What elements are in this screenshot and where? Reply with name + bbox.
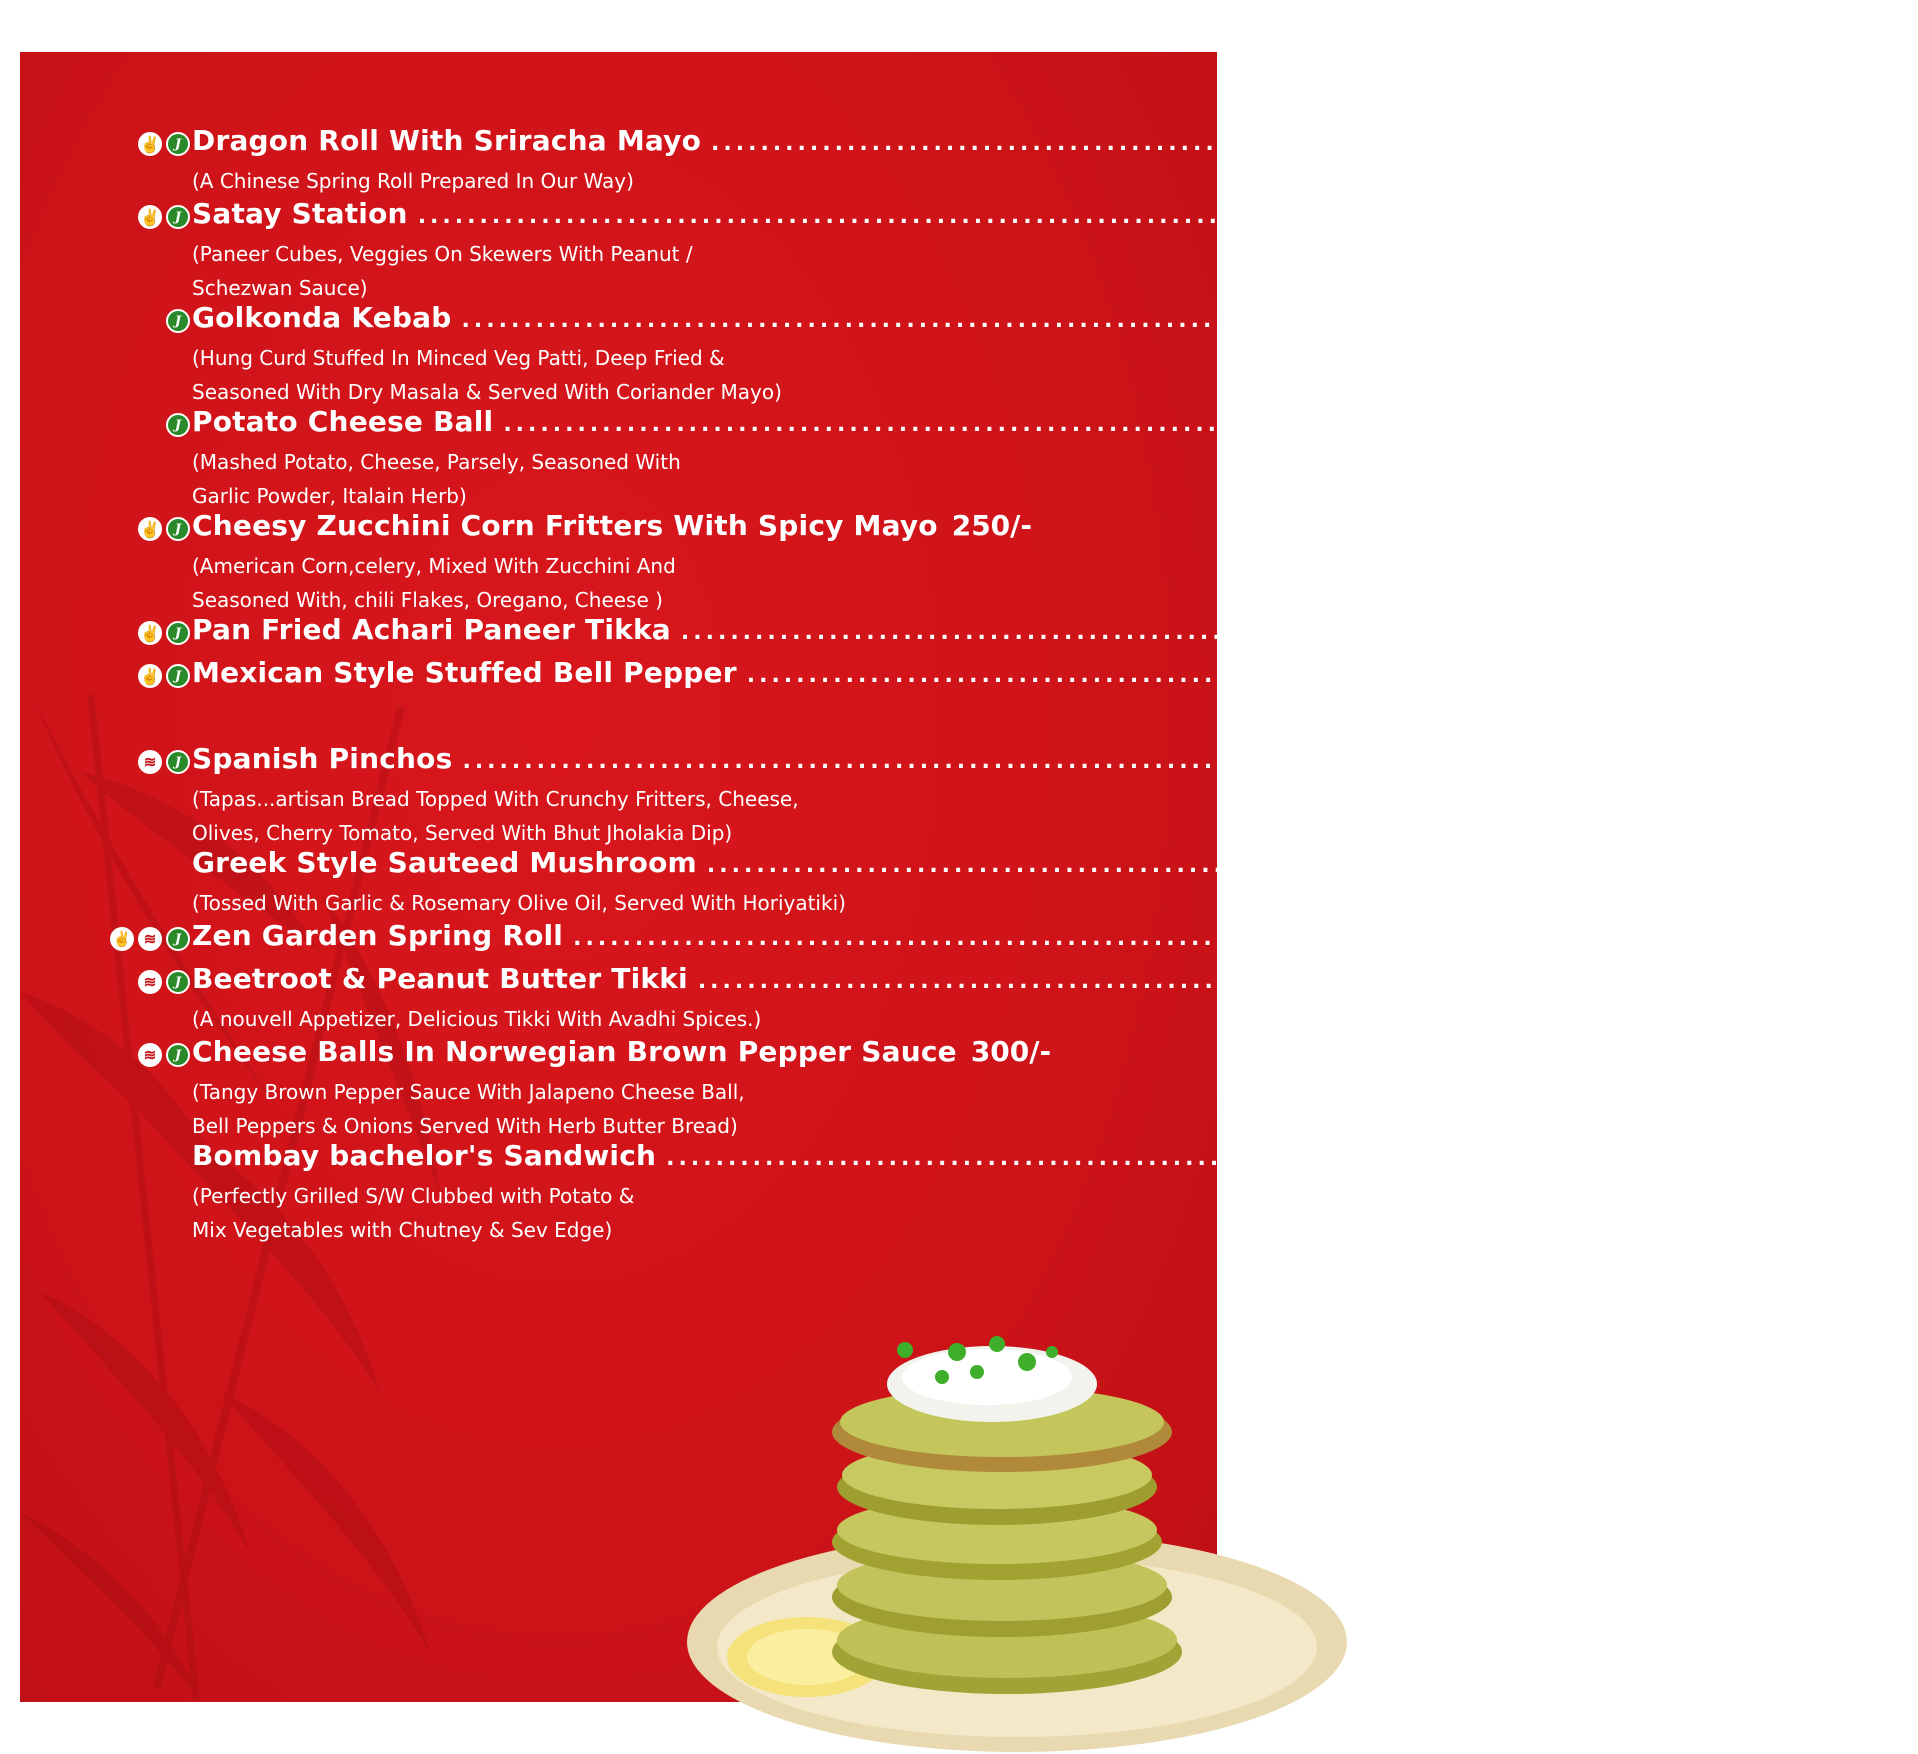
- item-price: 210/-: [1594, 405, 1676, 438]
- diet-icons: [110, 927, 190, 951]
- dot-leader: ........................................................................................: [666, 1146, 1754, 1171]
- jain-icon: J: [166, 132, 190, 156]
- item-description: Seasoned With, chili Flakes, Oregano, Cheese ): [192, 588, 663, 612]
- spicy-icon: ✌: [138, 132, 162, 156]
- item-name: Greek Style Sauteed Mushroom: [192, 846, 697, 879]
- item-description: Garlic Powder, Italain Herb): [192, 484, 467, 508]
- item-name: Bombay bachelor's Sandwich: [192, 1139, 657, 1172]
- diet-icons: [138, 970, 190, 994]
- item-name: Satay Station: [192, 197, 408, 230]
- menu-item: [140, 509, 1033, 617]
- item-name: Potato Cheese Ball: [192, 405, 494, 438]
- item-price: 300/-: [1798, 846, 1879, 879]
- item-name: Cheese Balls In Norwegian Brown Pepper Sauce: [192, 1035, 957, 1068]
- menu-item: [140, 124, 1883, 198]
- item-price: 200/-: [1664, 919, 1745, 952]
- menu-item: [140, 197, 1590, 305]
- item-description: Schezwan Sauce): [192, 276, 368, 300]
- item-name: Dragon Roll With Sriracha Mayo: [192, 124, 702, 157]
- menu-item: [143, 742, 1635, 850]
- diet-icons: [138, 1043, 190, 1067]
- item-description: (American Corn,celery, Mixed With Zucchini And: [192, 554, 676, 578]
- menu-item: [192, 846, 1879, 920]
- item-description: (A nouvell Appetizer, Delicious Tikki With Avadhi Spices.): [192, 1007, 762, 1031]
- spicy-icon: ✌: [110, 927, 134, 951]
- dot-leader: ........................................................................................: [503, 412, 1591, 437]
- diet-icons: [138, 517, 190, 541]
- item-description: Seasoned With Dry Masala & Served With Coriander Mayo): [192, 380, 782, 404]
- item-name: Spanish Pinchos: [192, 742, 453, 775]
- jain-icon: J: [166, 664, 190, 688]
- item-price: 290/-: [1772, 613, 1853, 646]
- menu-panel: [20, 52, 1918, 1702]
- jain-icon: J: [166, 309, 190, 333]
- item-name: Pan Fried Achari Paneer Tikka: [192, 613, 671, 646]
- menu-item: [192, 1139, 1838, 1247]
- item-description: (Tossed With Garlic & Rosemary Olive Oil, Served With Horiyatiki): [192, 891, 846, 915]
- item-price: 260/-: [1802, 124, 1883, 157]
- jain-icon: J: [166, 927, 190, 951]
- item-description: Mix Vegetables with Chutney & Sev Edge): [192, 1218, 613, 1242]
- item-price: 250/-: [951, 509, 1033, 542]
- dot-leader: ........................................................................................: [417, 204, 1506, 229]
- jain-icon: J: [166, 517, 190, 541]
- menu-item: [174, 301, 1634, 409]
- item-name: Cheesy Zucchini Corn Fritters With Spicy Mayo: [192, 509, 938, 542]
- spicy-icon: ✌: [138, 205, 162, 229]
- item-description: Bell Peppers & Onions Served With Herb Butter Bread): [192, 1114, 738, 1138]
- menu-item: [143, 962, 1870, 1036]
- spicy-icon: ✌: [138, 517, 162, 541]
- menu-item: [140, 656, 1918, 696]
- item-description: (A Chinese Spring Roll Prepared In Our Way): [192, 169, 634, 193]
- item-description: (Tangy Brown Pepper Sauce With Jalapeno Cheese Ball,: [192, 1080, 745, 1104]
- item-name: Golkonda Kebab: [192, 301, 452, 334]
- diet-icons: [138, 205, 190, 229]
- menu-item: [140, 613, 1853, 653]
- cheese-icon: ≋: [138, 1043, 162, 1067]
- menu-item: [174, 405, 1676, 513]
- menu-list: [20, 52, 1918, 1702]
- spicy-icon: ✌: [138, 664, 162, 688]
- item-price: 250/-: [1553, 742, 1635, 775]
- spicy-icon: ✌: [138, 621, 162, 645]
- dot-leader: ........................................................................................: [461, 308, 1549, 333]
- menu-item: [143, 1035, 1052, 1143]
- dot-leader: ........................................................................................: [462, 749, 1550, 774]
- cheese-icon: ≋: [138, 927, 162, 951]
- menu-item: [112, 919, 1745, 959]
- dot-leader: ........................................................................................: [680, 620, 1769, 645]
- diet-icons: [138, 750, 190, 774]
- item-description: (Tapas...artisan Bread Topped With Crunchy Fritters, Cheese,: [192, 787, 799, 811]
- jain-icon: J: [166, 621, 190, 645]
- diet-icons: [138, 621, 190, 645]
- jain-icon: J: [166, 1043, 190, 1067]
- item-price: 190/-: [1757, 1139, 1838, 1172]
- cheese-icon: ≋: [138, 970, 162, 994]
- item-description: Olives, Cherry Tomato, Served With Bhut Jholakia Dip): [192, 821, 733, 845]
- dot-leader: ........................................................................................: [573, 926, 1661, 951]
- item-price: 300/-: [970, 1035, 1052, 1068]
- item-name: Mexican Style Stuffed Bell Pepper: [192, 656, 737, 689]
- diet-icons: [138, 132, 190, 156]
- cheese-icon: ≋: [138, 750, 162, 774]
- item-description: (Paneer Cubes, Veggies On Skewers With Peanut /: [192, 242, 693, 266]
- dot-leader: ........................................................................................: [706, 853, 1795, 878]
- jain-icon: J: [166, 413, 190, 437]
- dot-leader: ........................................................................................: [711, 131, 1799, 156]
- dot-leader: ........................................................................................: [697, 969, 1786, 994]
- item-price: 250/-: [1552, 301, 1634, 334]
- dot-leader: ........................................................................................: [746, 663, 1835, 688]
- diet-icons: [166, 309, 190, 333]
- diet-icons: [166, 413, 190, 437]
- jain-icon: J: [166, 970, 190, 994]
- jain-icon: J: [166, 750, 190, 774]
- item-description: (Mashed Potato, Cheese, Parsely, Seasoned With: [192, 450, 681, 474]
- diet-icons: [138, 664, 190, 688]
- jain-icon: J: [166, 205, 190, 229]
- item-price: 210/-: [1789, 962, 1870, 995]
- item-description: (Perfectly Grilled S/W Clubbed with Potato &: [192, 1184, 635, 1208]
- item-description: (Hung Curd Stuffed In Minced Veg Patti, Deep Fried &: [192, 346, 725, 370]
- item-name: Beetroot & Peanut Butter Tikki: [192, 962, 688, 995]
- item-name: Zen Garden Spring Roll: [192, 919, 564, 952]
- item-price: 260/-: [1509, 197, 1590, 230]
- item-price: 290/-: [1838, 656, 1918, 689]
